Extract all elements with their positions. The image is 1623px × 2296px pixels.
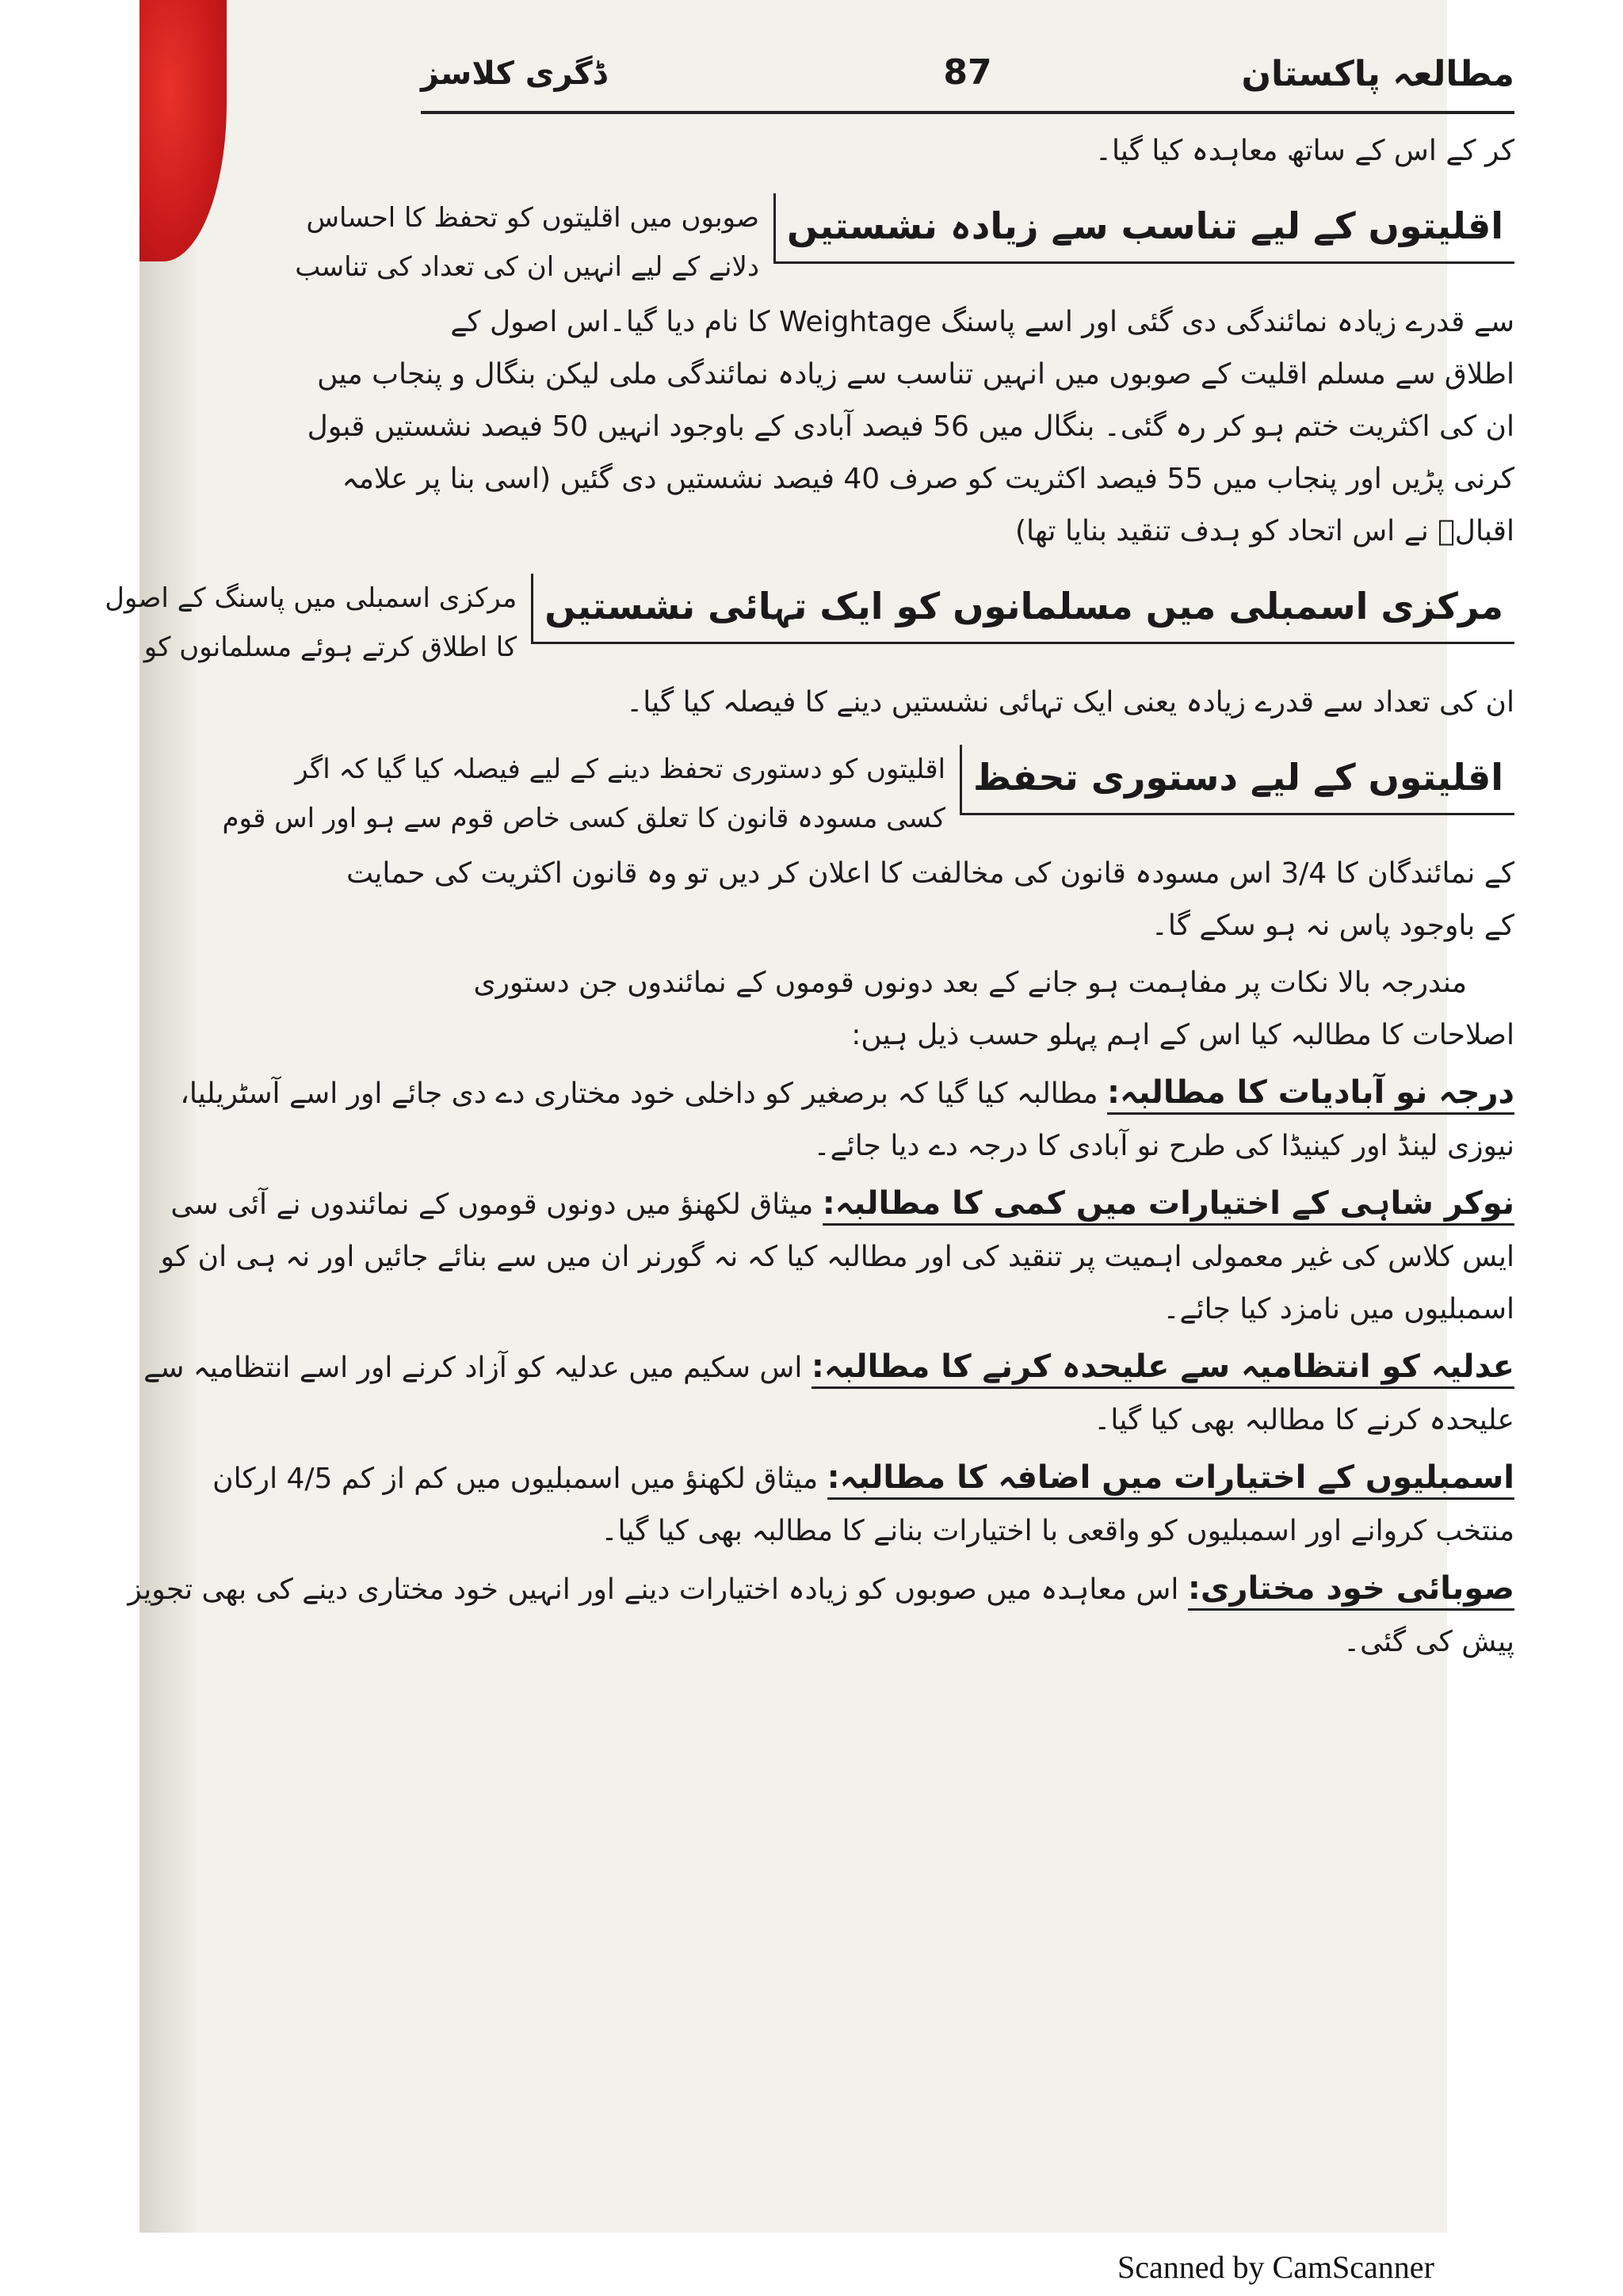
page-number: 87: [943, 52, 992, 93]
demand-heading: درجہ نو آبادیات کا مطالبہ:: [1107, 1074, 1514, 1115]
body-line: ایس کلاس کی غیر معمولی اہمیت پر تنقید کی اور مطالبہ کیا کہ نہ گورنر ان میں سے بنائے جائیں اور نہ ہی ان کو: [160, 1241, 1514, 1273]
section-minority-seats: [295, 193, 1514, 292]
scanned-page: [105, 0, 1514, 2233]
body-line: اطلاق سے مسلم اقلیت کے صوبوں میں انہیں تناسب سے زیادہ نمائندگی ملی لیکن بنگال و پنجاب میں: [317, 358, 1514, 391]
demand-heading: صوبائی خود مختاری:: [1188, 1570, 1514, 1611]
section-heading: اقلیتوں کے لیے تناسب سے زیادہ نشستیں: [773, 193, 1514, 264]
body-line: منتخب کروانے اور اسمبلیوں کو واقعی با اختیارات بنانے کا مطالبہ بھی کیا گیا۔: [601, 1515, 1514, 1547]
demand-judiciary: [143, 1341, 1514, 1447]
section-body: [346, 848, 1514, 952]
body-line: علیحدہ کرنے کا مطالبہ بھی کیا گیا۔: [1094, 1404, 1514, 1436]
demand-heading: عدلیہ کو انتظامیہ سے علیحدہ کرنے کا مطالبہ:: [812, 1348, 1514, 1389]
section-constitutional-protection: [222, 745, 1514, 843]
side-line: مرکزی اسمبلی میں پاسنگ کے اصول: [105, 582, 517, 614]
red-object-corner: [139, 0, 227, 261]
page-content: [105, 48, 1514, 1669]
demand-heading: اسمبلیوں کے اختیارات میں اضافہ کا مطالبہ:: [827, 1459, 1514, 1500]
side-line: صوبوں میں اقلیتوں کو تحفظ کا احساس: [306, 202, 759, 234]
demand-bureaucracy: [160, 1177, 1514, 1336]
demand-assemblies: [212, 1451, 1514, 1558]
body-line: ان کی تعداد سے قدرے زیادہ یعنی ایک تہائی نشستیں دینے کا فیصلہ کیا گیا۔: [626, 686, 1514, 719]
side-line: کا اطلاق کرتے ہوئے مسلمانوں کو: [143, 631, 517, 663]
section-body: [421, 677, 1514, 729]
scanner-watermark: Scanned by CamScanner: [1117, 2249, 1434, 2285]
demand-provincial-autonomy: [128, 1562, 1514, 1669]
body-line: اصلاحات کا مطالبہ کیا اس کے اہم پہلو حسب ذیل ہیں:: [851, 1019, 1514, 1051]
book-title: مطالعہ پاکستان: [1241, 54, 1514, 94]
demand-dominion: [180, 1066, 1514, 1173]
body-line: سے قدرے زیادہ نمائندگی دی گئی اور اسے پاسنگ Weightage کا نام دیا گیا۔اس اصول کے: [450, 306, 1514, 338]
side-line: کسی مسودہ قانون کا تعلق کسی خاص قوم سے ہو اور اس قوم: [222, 803, 946, 834]
body-line: پیش کی گئی۔: [1343, 1626, 1514, 1658]
demand-text: اس سکیم میں عدلیہ کو آزاد کرنے اور اسے انتظامیہ سے: [143, 1352, 803, 1384]
demand-text: میثاق لکھنؤ میں اسمبلیوں میں کم از کم 4/5 ارکان: [212, 1463, 819, 1495]
section-heading: مرکزی اسمبلی میں مسلمانوں کو ایک تہائی نشستیں: [531, 574, 1514, 644]
section-central-assembly: [105, 574, 1514, 672]
body-line: اقبالؒ نے اس اتحاد کو ہدف تنقید بنایا تھا): [1014, 515, 1514, 547]
body-line: مندرجہ بالا نکات پر مفاہمت ہو جانے کے بعد دونوں قوموں کے نمائندوں جن دستوری: [473, 967, 1467, 999]
body-line: کے باوجود پاس نہ ہو سکے گا۔: [1151, 910, 1514, 942]
body-line: نیوزی لینڈ اور کینیڈا کی طرح نو آبادی کا درجہ دے دیا جائے۔: [813, 1130, 1514, 1162]
demand-text: اس معاہدہ میں صوبوں کو زیادہ اختیارات دینے اور انہیں خود مختاری دینے کی بھی تجویز: [128, 1573, 1179, 1606]
demand-heading: نوکر شاہی کے اختیارات میں کمی کا مطالبہ:: [823, 1185, 1514, 1226]
side-line: اقلیتوں کو دستوری تحفظ دینے کے لیے فیصلہ کیا گیا کہ اگر: [295, 753, 946, 785]
transition-paragraph: [421, 957, 1514, 1062]
section-body: [307, 296, 1514, 558]
body-line: کے نمائندگان کا 3/4 اس مسودہ قانون کی مخالفت کا اعلان کر دیں تو وہ قانون اکثریت کی حمایت: [346, 857, 1514, 890]
class-label: ڈگری کلاسز: [421, 55, 607, 92]
side-line: دلانے کے لیے انہیں ان کی تعداد کی تناسب: [295, 251, 759, 283]
body-line: کرنی پڑیں اور پنجاب میں 55 فیصد اکثریت کو صرف 40 فیصد نشستیں دی گئیں (اسی بنا پر علامہ: [342, 463, 1514, 495]
body-line: اسمبلیوں میں نامزد کیا جائے۔: [1163, 1293, 1514, 1325]
page-header: [421, 48, 1514, 114]
demand-text: مطالبہ کیا گیا کہ برصغیر کو داخلی خود مختاری دے دی جائے اور اسے آسٹریلیا،: [180, 1077, 1098, 1110]
intro-line: کر کے اس کے ساتھ معاہدہ کیا گیا۔: [1094, 135, 1514, 167]
demand-text: میثاق لکھنؤ میں دونوں قوموں کے نمائندوں نے آئی سی: [170, 1188, 814, 1221]
section-heading: اقلیتوں کے لیے دستوری تحفظ: [960, 745, 1514, 815]
body-line: ان کی اکثریت ختم ہو کر رہ گئی۔ بنگال میں 56 فیصد آبادی کے باوجود انہیں 50 فیصد نشستیں قبول: [307, 410, 1514, 443]
